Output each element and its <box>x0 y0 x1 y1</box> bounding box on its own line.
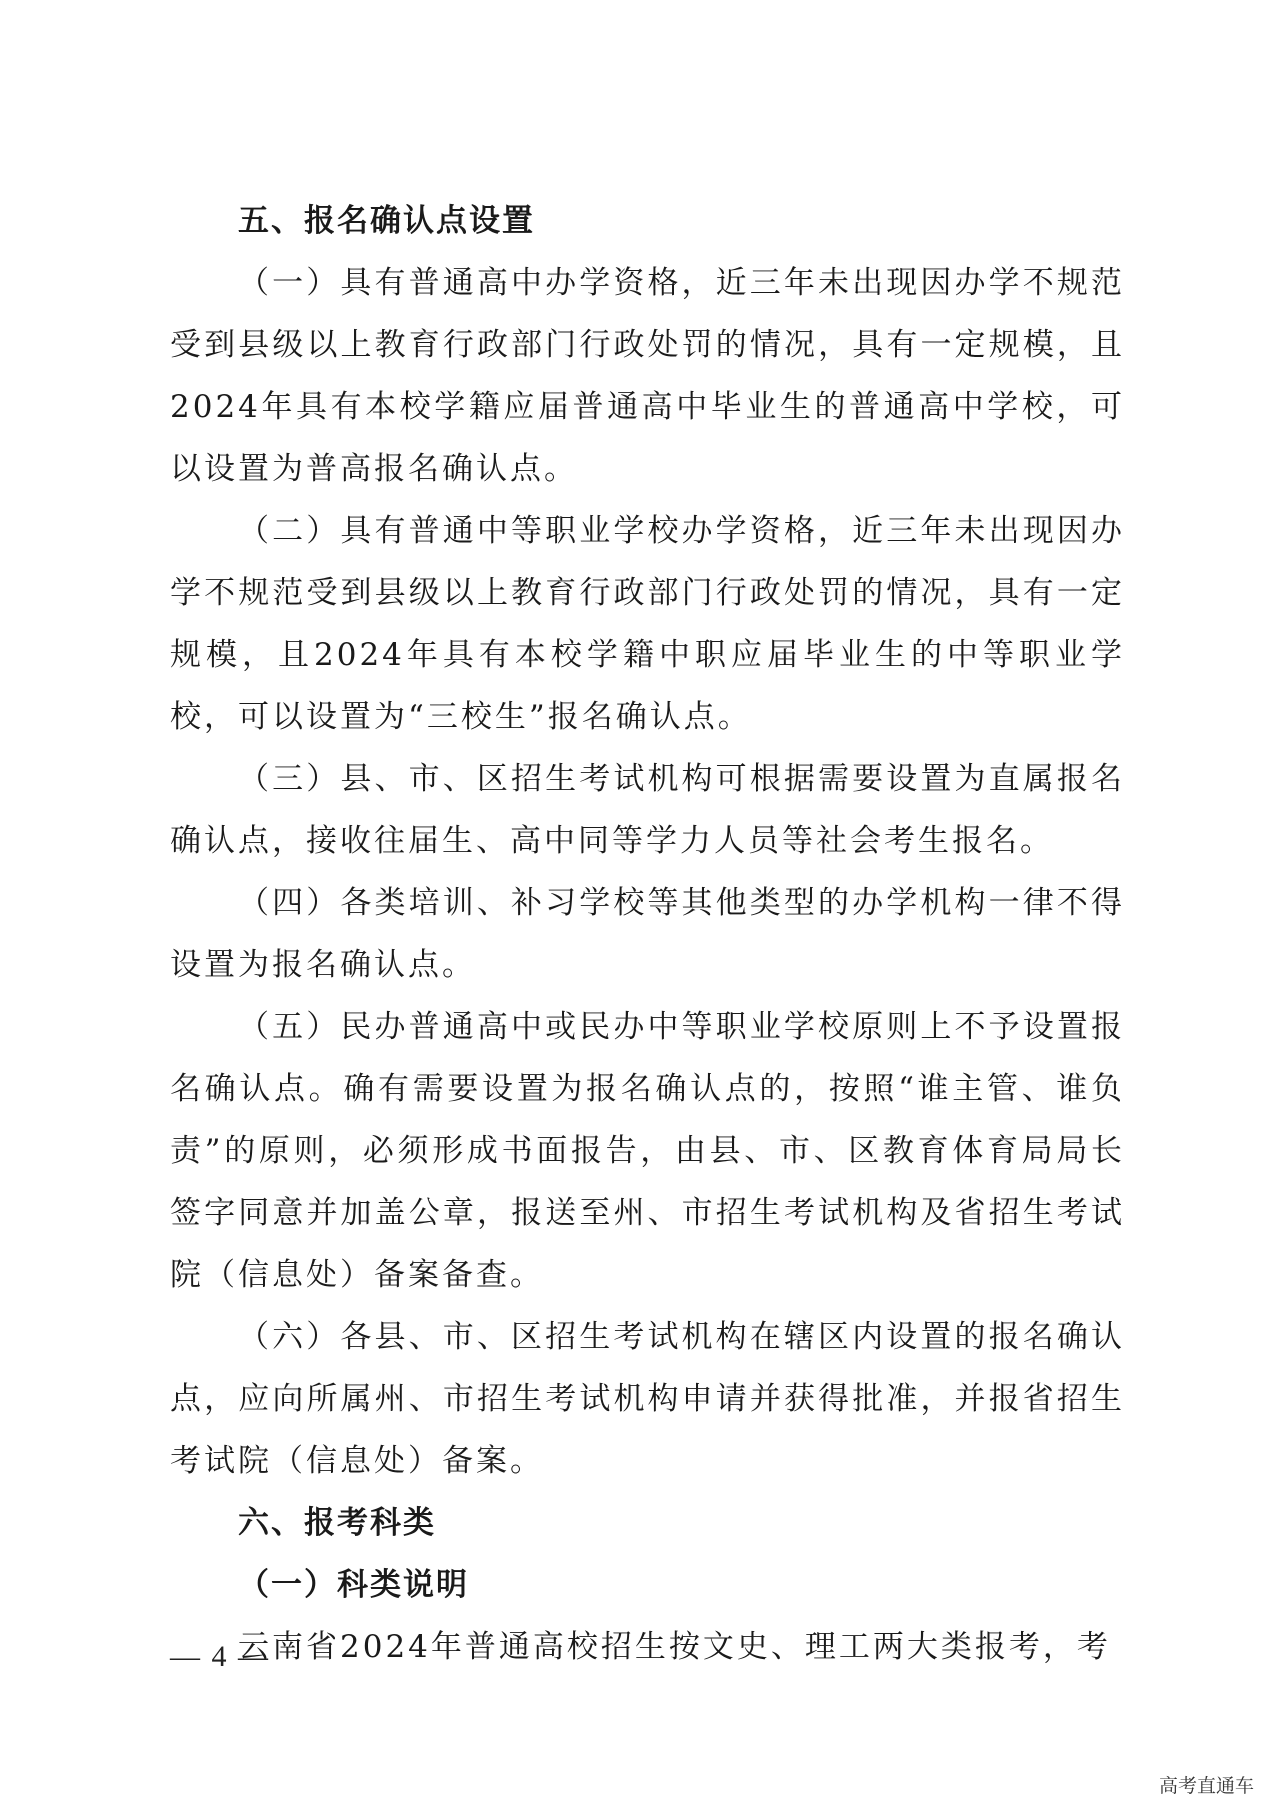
subsection-heading-6-1: （一）科类说明 <box>238 1567 469 1603</box>
watermark-label: 高考直通车 <box>1155 1769 1258 1800</box>
section-heading-5: 五、报名确认点设置 <box>238 203 535 239</box>
paragraph-5-5: （五）民办普通高中或民办中等职业学校原则上不予设置报名确认点。确有需要设置为报名确认点的，按照“谁主管、谁负责”的原则，必须形成书面报告，由县、市、区教育体育局局长签字同意并加盖公章，报送至州、市招生考试机构及省招生考试院（信息处）备案备查。 <box>170 1009 1125 1293</box>
document-body <box>170 190 1125 1678</box>
paragraph-5-6: （六）各县、市、区招生考试机构在辖区内设置的报名确认点，应向所属州、市招生考试机构申请并获得批准，并报省招生考试院（信息处）备案。 <box>170 1319 1125 1479</box>
paragraph-5-2: （二）具有普通中等职业学校办学资格，近三年未出现因办学不规范受到县级以上教育行政部门行政处罚的情况，具有一定规模，且2024年具有本校学籍中职应届毕业生的中等职业学校，可以设置为“三校生”报名确认点。 <box>170 513 1125 735</box>
paragraph-6-1: 云南省2024年普通高校招生按文史、理工两大类报考，考 <box>238 1629 1111 1665</box>
paragraph-5-1: （一）具有普通高中办学资格，近三年未出现因办学不规范受到县级以上教育行政部门行政处罚的情况，具有一定规模，且2024年具有本校学籍应届普通高中毕业生的普通高中学校，可以设置为普高报名确认点。 <box>170 265 1125 487</box>
section-heading-6: 六、报考科类 <box>238 1505 436 1541</box>
page-number: — 4 — <box>170 1640 270 1673</box>
paragraph-5-4: （四）各类培训、补习学校等其他类型的办学机构一律不得设置为报名确认点。 <box>170 885 1125 983</box>
paragraph-5-3: （三）县、市、区招生考试机构可根据需要设置为直属报名确认点，接收往届生、高中同等学力人员等社会考生报名。 <box>170 761 1125 859</box>
